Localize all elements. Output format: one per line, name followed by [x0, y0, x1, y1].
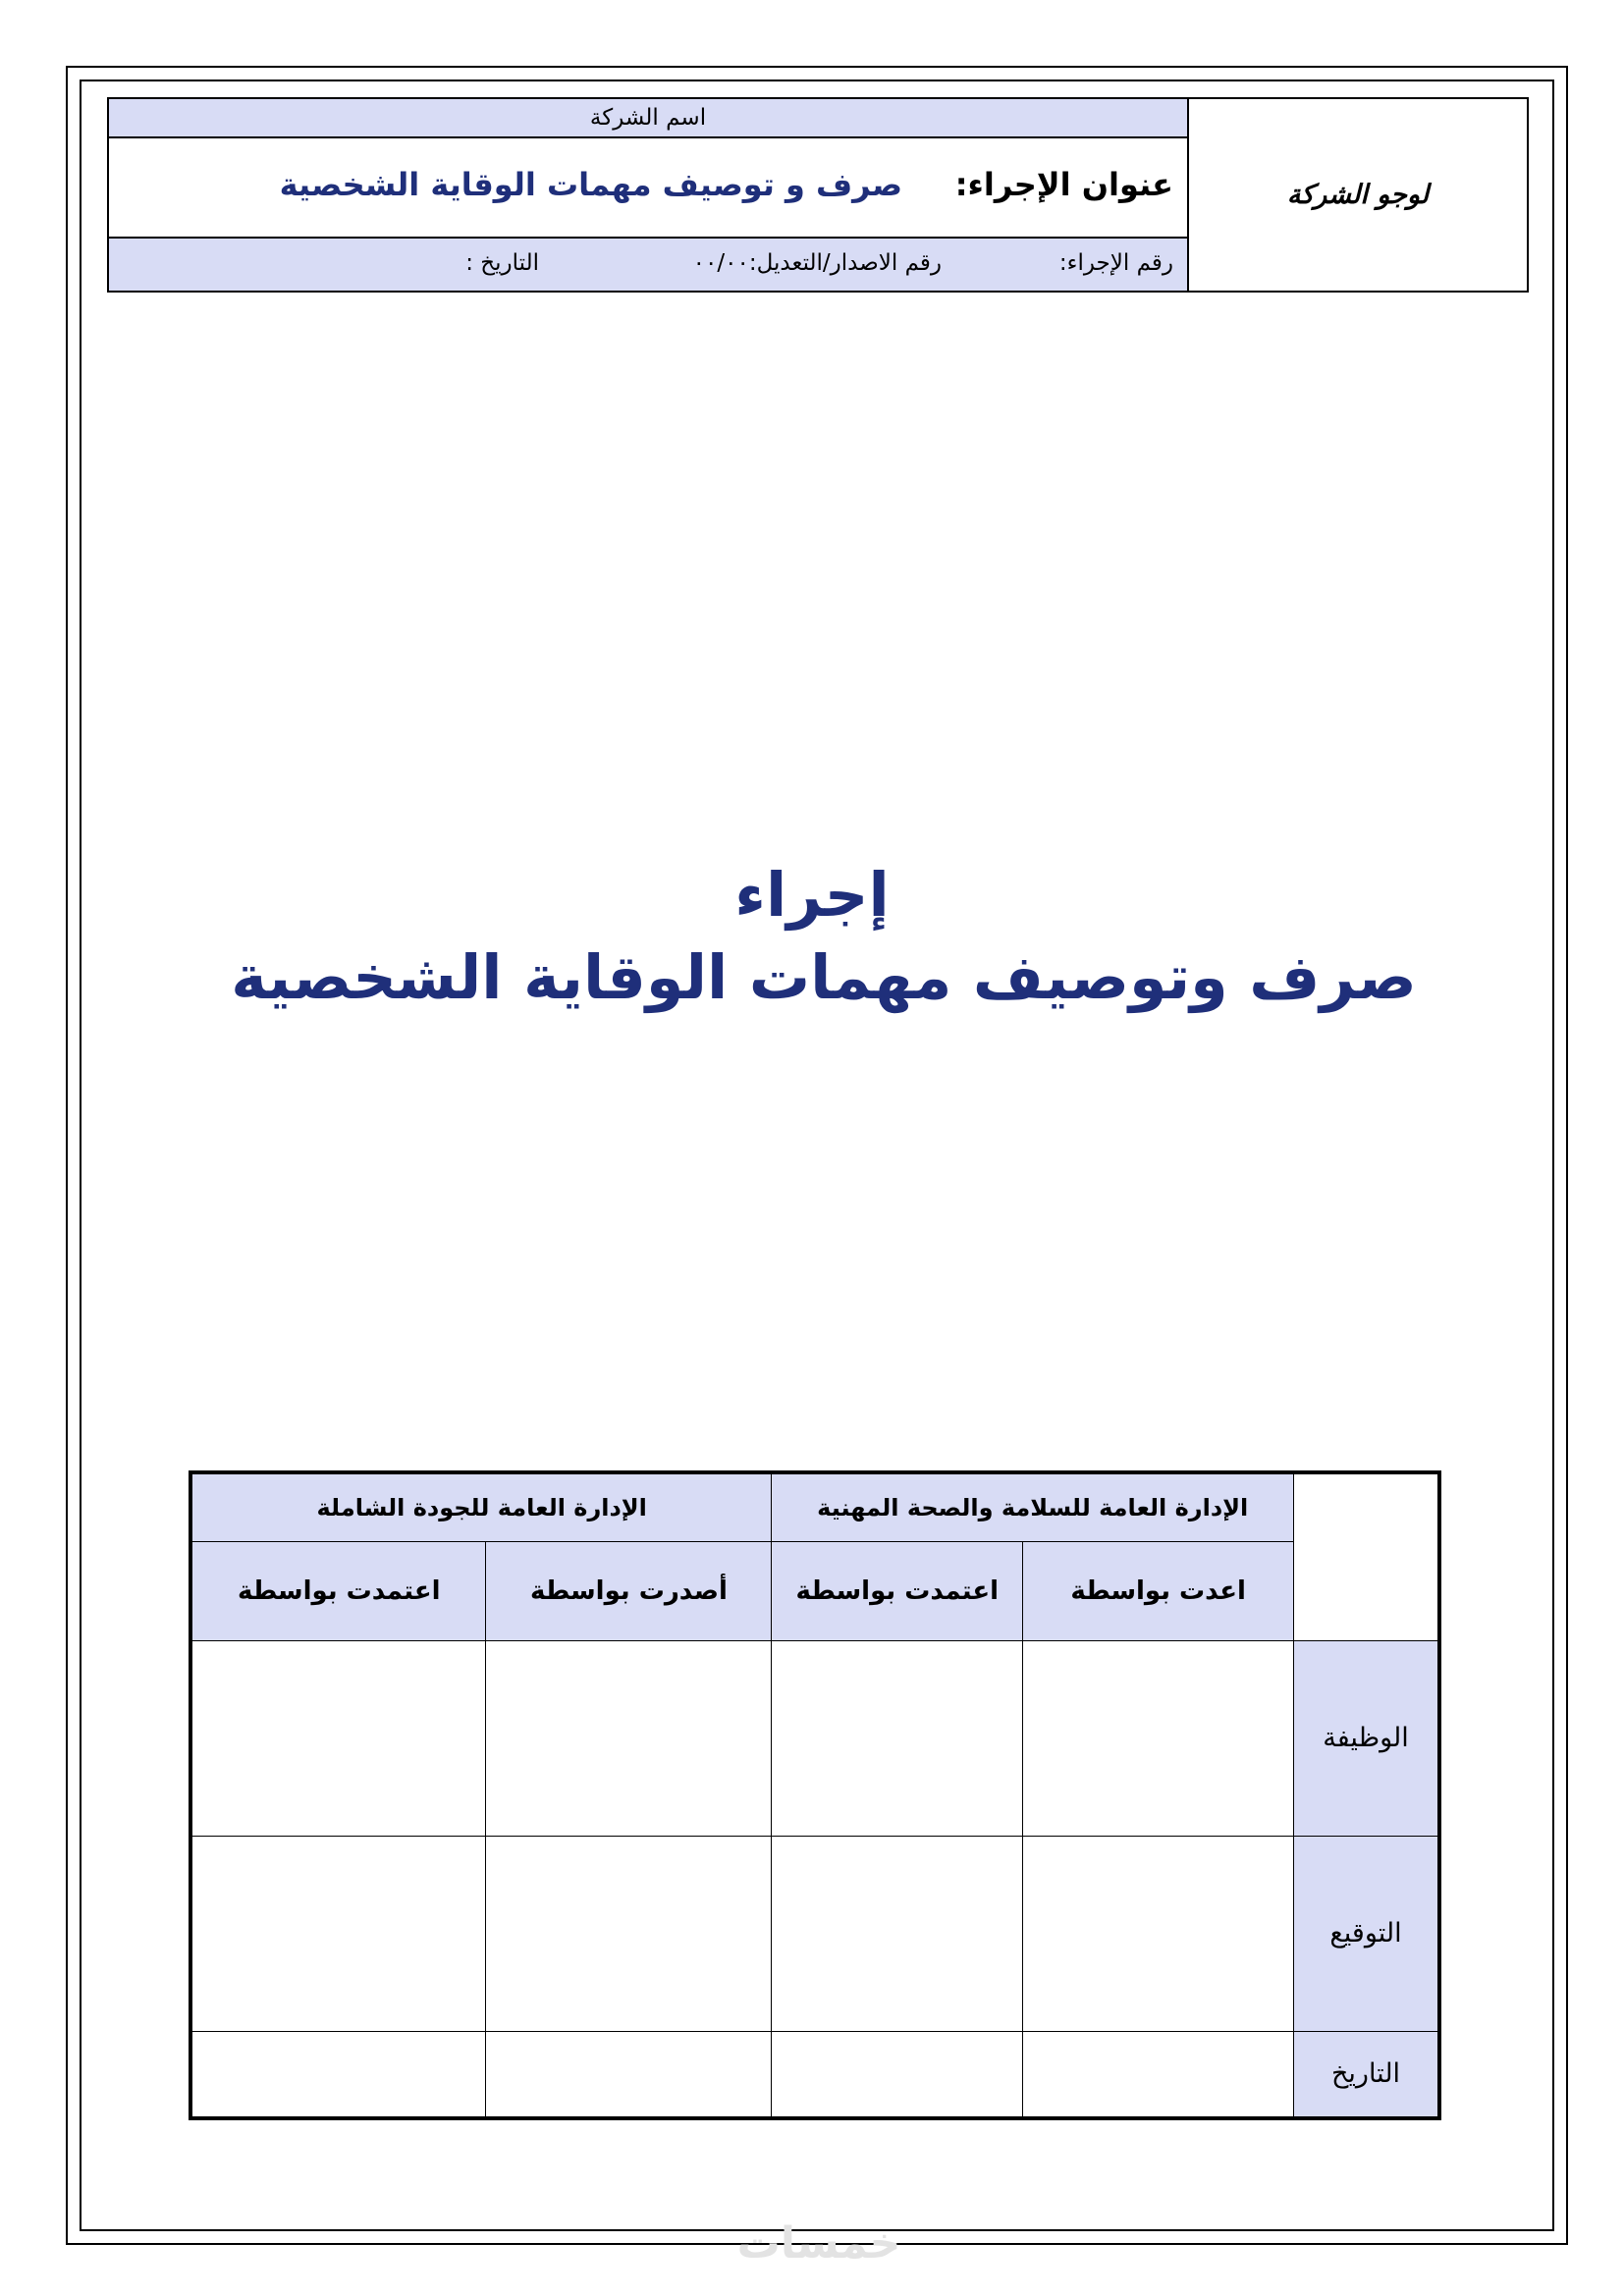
- cell-date-approved-quality[interactable]: [190, 2031, 486, 2118]
- procedure-title: صرف و توصيف مهمات الوقاية الشخصية: [279, 166, 902, 203]
- cell-job-prepared[interactable]: [1023, 1640, 1294, 1836]
- procedure-number-label: رقم الإجراء:: [1058, 250, 1173, 276]
- table-corner-cell: [1294, 1472, 1439, 1640]
- company-logo-placeholder: لوجو الشركة: [1286, 180, 1430, 210]
- column-approved-by-quality: اعتمدت بواسطة: [190, 1541, 486, 1640]
- row-label-date: التاريخ: [1294, 2031, 1439, 2118]
- cell-job-approved-quality[interactable]: [190, 1640, 486, 1836]
- company-logo-cell: [1187, 99, 1527, 291]
- watermark: خمسات: [736, 2218, 901, 2269]
- cell-date-issued[interactable]: [486, 2031, 772, 2118]
- column-prepared-by: اعدت بواسطة: [1023, 1541, 1294, 1640]
- cell-date-prepared[interactable]: [1023, 2031, 1294, 2118]
- cell-signature-approved-safety[interactable]: [772, 1836, 1023, 2031]
- table-row: [190, 1836, 1439, 2031]
- cell-job-issued[interactable]: [486, 1640, 772, 1836]
- approval-column-row: [190, 1541, 1439, 1640]
- column-approved-by-safety: اعتمدت بواسطة: [772, 1541, 1023, 1640]
- date-label: التاريخ :: [465, 250, 539, 276]
- main-title-line-2: صرف وتوصيف مهمات الوقاية الشخصية: [231, 941, 1417, 1013]
- cell-signature-prepared[interactable]: [1023, 1836, 1294, 2031]
- approval-table: [189, 1470, 1441, 2120]
- main-title-line-1: إجراء: [734, 859, 890, 931]
- group-header-quality: الإدارة العامة للجودة الشاملة: [190, 1472, 772, 1541]
- row-label-signature: التوقيع: [1294, 1836, 1439, 2031]
- company-name-row: [109, 99, 1187, 138]
- group-header-safety: الإدارة العامة للسلامة والصحة المهنية: [772, 1472, 1294, 1541]
- cell-date-approved-safety[interactable]: [772, 2031, 1023, 2118]
- procedure-title-label: عنوان الإجراء:: [954, 166, 1173, 203]
- procedure-title-row: [109, 138, 1187, 239]
- approval-group-row: [190, 1472, 1439, 1541]
- cell-job-approved-safety[interactable]: [772, 1640, 1023, 1836]
- main-title: [0, 854, 1624, 1019]
- company-name: اسم الشركة: [589, 105, 707, 131]
- table-row: [190, 2031, 1439, 2118]
- procedure-info-row: [109, 239, 1187, 291]
- document-header: [107, 97, 1529, 293]
- column-issued-by: أصدرت بواسطة: [486, 1541, 772, 1640]
- table-row: [190, 1640, 1439, 1836]
- cell-signature-approved-quality[interactable]: [190, 1836, 486, 2031]
- cell-signature-issued[interactable]: [486, 1836, 772, 2031]
- row-label-job: الوظيفة: [1294, 1640, 1439, 1836]
- version-label: رقم الاصدار/التعديل:٠٠/٠٠: [692, 250, 942, 276]
